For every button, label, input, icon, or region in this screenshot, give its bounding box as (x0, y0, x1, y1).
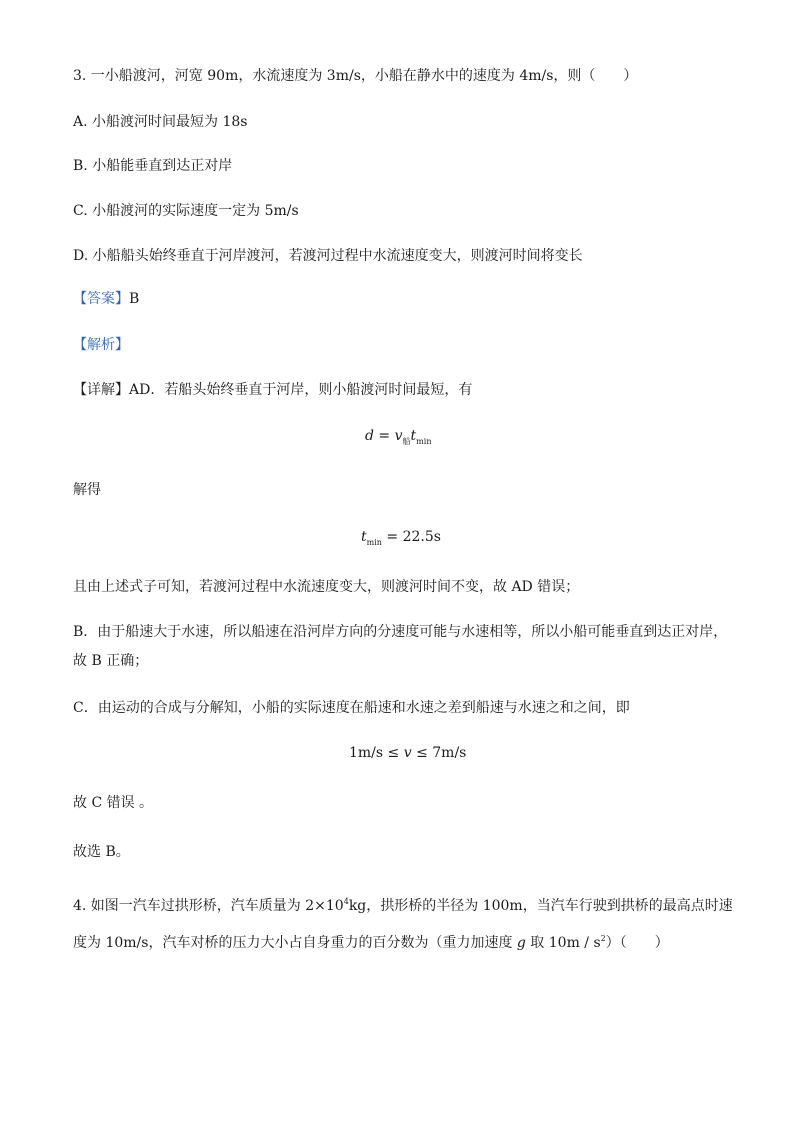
formula-var-v: v (403, 745, 412, 761)
detail-ad-text: AD．若船头始终垂直于河岸，则小船渡河时间最短，有 (129, 382, 473, 398)
c-explanation: C．由运动的合成与分解知，小船的实际速度在船速和水速之差到船速与水速之和之间，即 (73, 700, 630, 716)
answer-value: B (129, 291, 140, 307)
detail-tag: 【详解】 (73, 382, 129, 398)
q4-mass-base: 2×10 (305, 898, 344, 914)
formula-sub-min: min (366, 538, 382, 547)
q4-text-a: 4. 如图一汽车过拱形桥，汽车质量为 (73, 898, 306, 914)
formula-var-d: d (365, 428, 374, 444)
question-3-stem: 3. 一小船渡河，河宽 90m，水流速度为 3m/s，小船在静水中的速度为 4m/s，则（ ） (73, 68, 638, 84)
formula-var-t: t (361, 529, 367, 545)
question-4-line2 (73, 929, 669, 953)
formula-var-t: t (410, 428, 417, 444)
q4-mass-unit: kg (348, 898, 367, 914)
formula-eq: = (373, 428, 395, 444)
option-c: C. 小船渡河的实际速度一定为 5m/s (73, 203, 299, 219)
q4-var-g: g (516, 935, 526, 951)
q4-text-d: ）（ ） (605, 935, 669, 951)
answer-tag: 【答案】 (73, 291, 129, 307)
option-d: D. 小船船头始终垂直于河岸渡河，若渡河过程中水流速度变大，则渡河时间将变长 (73, 248, 583, 264)
q4-g-exp: 2 (600, 934, 606, 943)
option-b: B. 小船能垂直到达正对岸 (73, 158, 233, 174)
formula-sub-boat: 船 (402, 437, 411, 446)
ad-conclusion: 且由上述式子可知，若渡河过程中水流速度变大，则渡河时间不变，故 AD 错误； (73, 579, 580, 595)
q4-mass-exp: 4 (343, 897, 349, 906)
question-4-line1 (73, 892, 733, 916)
final-answer: 故选 B。 (73, 844, 130, 860)
formula-time (361, 527, 441, 553)
formula-sub-min: min (416, 437, 432, 446)
q4-text-b: ，拱形桥的半径为 100m，当汽车行驶到拱桥的最高点时速 (366, 898, 733, 914)
q4-g-value: 取 10m / s (525, 935, 601, 951)
formula-var-v: v (394, 428, 403, 444)
detail-ad-line (73, 380, 472, 400)
analysis-line (73, 335, 129, 355)
formula-left: 1m/s ≤ (349, 745, 404, 761)
formula-distance (365, 426, 431, 452)
c-conclusion: 故 C 错误 。 (73, 795, 154, 811)
solve-label: 解得 (73, 482, 101, 498)
b-explanation: B．由于船速大于水速，所以船速在沿河岸方向的分速度可能与水速相等，所以小船可能垂直到达正对岸，故 B 正确； (73, 624, 728, 669)
analysis-tag: 【解析】 (73, 337, 129, 353)
formula-speed-range (349, 743, 466, 763)
formula-right: ≤ 7m/s (411, 745, 467, 761)
option-a: A. 小船渡河时间最短为 18s (73, 114, 248, 130)
answer-line (73, 289, 139, 309)
formula-rhs: = 22.5s (381, 529, 441, 545)
q4-text-c: 度为 10m/s，汽车对桥的压力大小占自身重力的百分数为（重力加速度 (73, 935, 517, 951)
